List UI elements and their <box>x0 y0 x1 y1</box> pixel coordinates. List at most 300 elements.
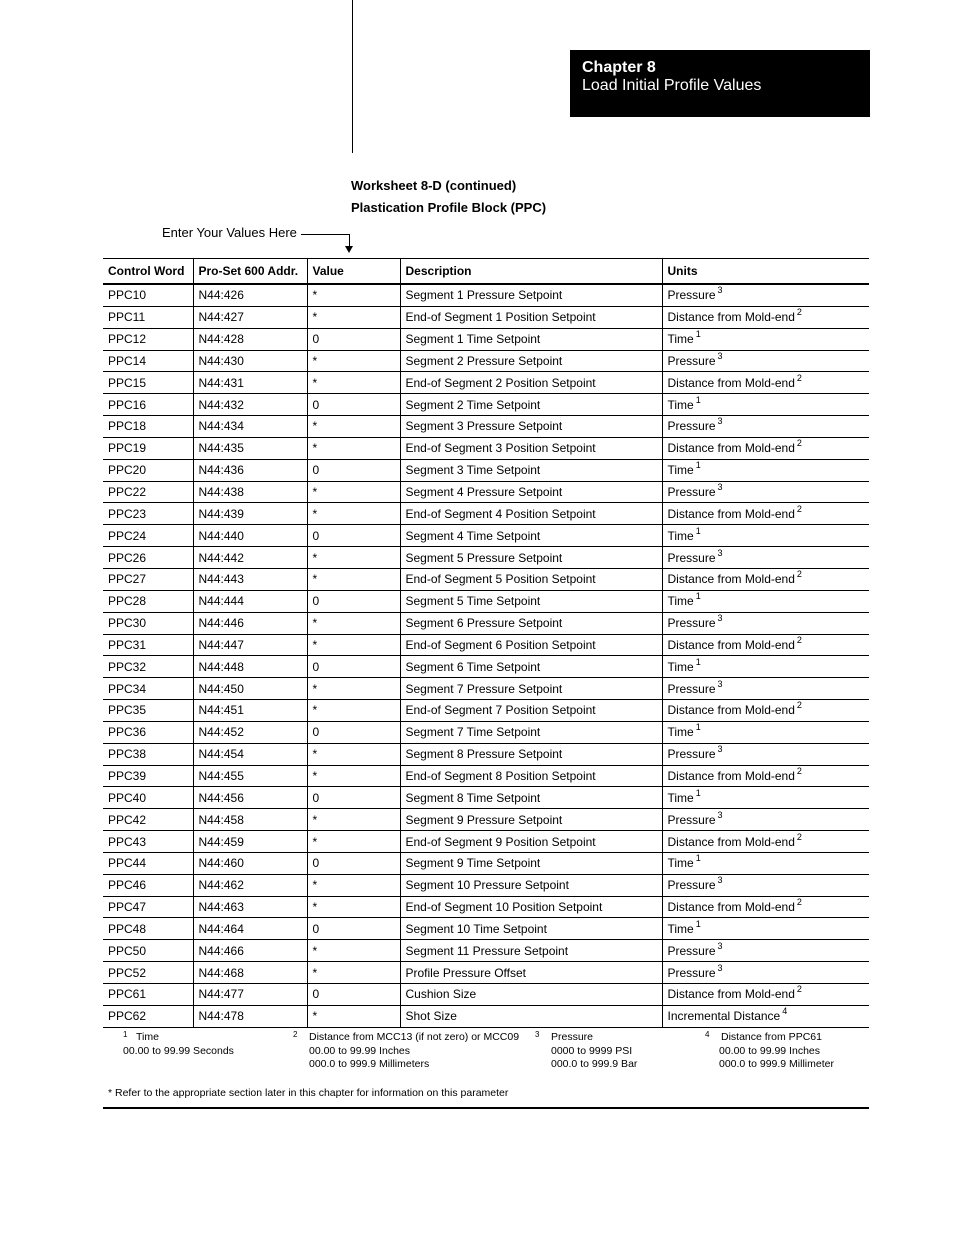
value-cell[interactable] <box>307 940 400 962</box>
footnote-line: Distance from MCC13 (if not zero) or MCC09 <box>309 1031 520 1043</box>
value-text: * <box>312 943 318 958</box>
units-text: Pressure <box>667 681 716 696</box>
units-cell <box>662 416 869 438</box>
address-text: N44:443 <box>198 572 244 587</box>
table-row <box>103 1005 869 1027</box>
control-word-text: PPC26 <box>108 550 147 565</box>
address-text: N44:478 <box>198 1009 244 1024</box>
value-cell[interactable] <box>307 568 400 590</box>
control-word-cell <box>103 590 193 612</box>
description-cell <box>400 743 662 765</box>
units-cell <box>662 940 869 962</box>
control-word-text: PPC61 <box>108 987 147 1002</box>
address-text: N44:451 <box>198 703 244 718</box>
table-row <box>103 481 869 503</box>
value-text: 0 <box>312 659 320 674</box>
table-row <box>103 874 869 896</box>
units-cell <box>662 306 869 328</box>
address-text: N44:477 <box>198 987 244 1002</box>
footnote-ref: 1 <box>695 918 701 929</box>
units-text: Pressure <box>667 616 716 631</box>
description-cell <box>400 984 662 1006</box>
value-cell[interactable] <box>307 743 400 765</box>
table-header-row <box>103 259 869 285</box>
description-text: End-of Segment 1 Position Setpoint <box>405 310 596 325</box>
units-text: Pressure <box>667 943 716 958</box>
units-cell <box>662 787 869 809</box>
address-cell <box>193 394 307 416</box>
value-cell[interactable] <box>307 634 400 656</box>
units-text: Distance from Mold-end <box>667 310 795 325</box>
control-word-cell <box>103 1005 193 1027</box>
value-cell[interactable] <box>307 284 400 306</box>
description-text: End-of Segment 9 Position Setpoint <box>405 834 596 849</box>
address-cell <box>193 612 307 634</box>
control-word-cell <box>103 437 193 459</box>
units-text: Distance from Mold-end <box>667 506 795 521</box>
description-text: Segment 4 Time Setpoint <box>405 528 541 543</box>
control-word-text: PPC24 <box>108 528 147 543</box>
description-text: Segment 11 Pressure Setpoint <box>405 943 569 958</box>
control-word-cell <box>103 503 193 525</box>
description-text: Segment 2 Pressure Setpoint <box>405 353 563 368</box>
units-cell <box>662 634 869 656</box>
description-cell <box>400 372 662 394</box>
value-text: 0 <box>312 725 320 740</box>
value-cell[interactable] <box>307 765 400 787</box>
footnote-line: 00.00 to 99.99 Inches <box>309 1044 410 1057</box>
value-text: 0 <box>312 463 320 478</box>
address-cell <box>193 678 307 700</box>
units-cell <box>662 459 869 481</box>
control-word-text: PPC43 <box>108 834 147 849</box>
footnote-ref: 3 <box>717 416 723 427</box>
value-cell[interactable] <box>307 918 400 940</box>
footnote-line: 00.00 to 99.99 Inches <box>719 1044 820 1057</box>
units-cell <box>662 590 869 612</box>
description-cell <box>400 612 662 634</box>
units-cell <box>662 765 869 787</box>
control-word-text: PPC40 <box>108 790 147 805</box>
units-text: Time <box>667 856 694 871</box>
description-text: End-of Segment 3 Position Setpoint <box>405 441 596 456</box>
description-cell <box>400 700 662 722</box>
description-text: End-of Segment 5 Position Setpoint <box>405 572 596 587</box>
value-text: * <box>312 288 318 303</box>
control-word-text: PPC38 <box>108 747 147 762</box>
control-word-cell <box>103 809 193 831</box>
control-word-cell <box>103 372 193 394</box>
control-word-cell <box>103 962 193 984</box>
address-cell <box>193 940 307 962</box>
description-text: Shot Size <box>405 1009 457 1024</box>
control-word-text: PPC27 <box>108 572 147 587</box>
footnote-2 <box>293 1030 520 1072</box>
control-word-cell <box>103 700 193 722</box>
footnote-4 <box>705 1030 834 1072</box>
footnote-ref: 3 <box>717 962 723 973</box>
address-cell <box>193 743 307 765</box>
units-cell <box>662 874 869 896</box>
address-text: N44:460 <box>198 856 244 871</box>
address-cell <box>193 787 307 809</box>
control-word-cell <box>103 678 193 700</box>
address-cell <box>193 568 307 590</box>
description-cell <box>400 678 662 700</box>
footnote-ref: 3 <box>717 744 723 755</box>
control-word-text: PPC12 <box>108 332 147 347</box>
value-text: * <box>312 812 318 827</box>
control-word-text: PPC46 <box>108 878 147 893</box>
description-text: Segment 8 Time Setpoint <box>405 790 541 805</box>
value-cell[interactable] <box>307 1005 400 1027</box>
arrow-down-icon <box>345 246 353 253</box>
control-word-cell <box>103 743 193 765</box>
footnote-line: Distance from PPC61 <box>721 1031 822 1043</box>
description-cell <box>400 481 662 503</box>
value-text: * <box>312 485 318 500</box>
footnote-ref: 3 <box>717 613 723 624</box>
description-text: End-of Segment 8 Position Setpoint <box>405 768 596 783</box>
value-cell[interactable] <box>307 678 400 700</box>
address-text: N44:468 <box>198 965 244 980</box>
value-cell[interactable] <box>307 394 400 416</box>
units-text: Distance from Mold-end <box>667 441 795 456</box>
control-word-cell <box>103 831 193 853</box>
value-text: 0 <box>312 528 320 543</box>
value-cell[interactable] <box>307 721 400 743</box>
table-row <box>103 547 869 569</box>
description-text: Segment 8 Pressure Setpoint <box>405 747 563 762</box>
control-word-text: PPC10 <box>108 288 147 303</box>
value-text: * <box>312 310 318 325</box>
control-word-cell <box>103 656 193 678</box>
value-cell[interactable] <box>307 700 400 722</box>
description-cell <box>400 416 662 438</box>
value-cell[interactable] <box>307 459 400 481</box>
control-word-cell <box>103 568 193 590</box>
table-row <box>103 809 869 831</box>
value-cell[interactable] <box>307 852 400 874</box>
units-cell <box>662 984 869 1006</box>
units-text: Distance from Mold-end <box>667 375 795 390</box>
control-word-cell <box>103 481 193 503</box>
description-text: Segment 10 Time Setpoint <box>405 921 547 936</box>
units-text: Time <box>667 528 694 543</box>
value-cell[interactable] <box>307 590 400 612</box>
units-text: Pressure <box>667 965 716 980</box>
control-word-text: PPC34 <box>108 681 147 696</box>
address-text: N44:442 <box>198 550 244 565</box>
description-text: Segment 3 Pressure Setpoint <box>405 419 563 434</box>
control-word-cell <box>103 634 193 656</box>
footnote-ref: 4 <box>782 1006 788 1017</box>
value-cell[interactable] <box>307 481 400 503</box>
description-cell <box>400 350 662 372</box>
description-cell <box>400 547 662 569</box>
value-cell[interactable] <box>307 437 400 459</box>
units-text: Time <box>667 332 694 347</box>
control-word-text: PPC20 <box>108 463 147 478</box>
description-cell <box>400 809 662 831</box>
address-text: N44:436 <box>198 463 244 478</box>
footnote-line: Pressure <box>551 1031 594 1043</box>
control-word-cell <box>103 547 193 569</box>
address-text: N44:435 <box>198 441 244 456</box>
table-row <box>103 984 869 1006</box>
address-text: N44:464 <box>198 921 244 936</box>
address-cell <box>193 765 307 787</box>
units-text: Pressure <box>667 419 716 434</box>
control-word-cell <box>103 874 193 896</box>
control-word-cell <box>103 459 193 481</box>
address-text: N44:466 <box>198 943 244 958</box>
units-cell <box>662 700 869 722</box>
footnote-ref: 3 <box>717 482 723 493</box>
control-word-text: PPC28 <box>108 594 147 609</box>
value-text: * <box>312 900 318 915</box>
address-cell <box>193 656 307 678</box>
description-text: Segment 9 Time Setpoint <box>405 856 541 871</box>
description-cell <box>400 503 662 525</box>
table-row <box>103 656 869 678</box>
units-cell <box>662 612 869 634</box>
footnote-ref: 1 <box>695 787 701 798</box>
address-text: N44:438 <box>198 485 244 500</box>
units-cell <box>662 743 869 765</box>
units-cell <box>662 503 869 525</box>
value-cell[interactable] <box>307 350 400 372</box>
value-text: * <box>312 965 318 980</box>
column-header: Description <box>400 259 662 285</box>
table-row <box>103 350 869 372</box>
table-row <box>103 678 869 700</box>
footnote-ref: 1 <box>695 329 701 340</box>
description-cell <box>400 459 662 481</box>
value-text: 0 <box>312 594 320 609</box>
footnote-ref: 3 <box>717 809 723 820</box>
footnote-ref: 2 <box>796 700 802 711</box>
footnote-ref: 2 <box>796 765 802 776</box>
description-text: End-of Segment 6 Position Setpoint <box>405 637 596 652</box>
footnote-ref: 1 <box>695 853 701 864</box>
footnote-line: 000.0 to 999.9 Millimeter <box>719 1058 834 1070</box>
address-cell <box>193 852 307 874</box>
control-word-text: PPC22 <box>108 485 147 500</box>
units-text: Time <box>667 463 694 478</box>
control-word-text: PPC36 <box>108 725 147 740</box>
footnote-line: Time <box>136 1031 159 1043</box>
table-row <box>103 918 869 940</box>
margin-rule <box>352 0 353 153</box>
units-text: Pressure <box>667 288 716 303</box>
units-cell <box>662 678 869 700</box>
footnote-number: 1 <box>123 1030 128 1039</box>
footnote-line: 000.0 to 999.9 Bar <box>551 1058 638 1070</box>
footnote-ref: 2 <box>796 372 802 383</box>
worksheet-subtitle: Plastication Profile Block (PPC) <box>351 200 547 215</box>
address-text: N44:444 <box>198 594 244 609</box>
address-cell <box>193 328 307 350</box>
footnote-ref: 2 <box>796 503 802 514</box>
control-word-text: PPC14 <box>108 353 147 368</box>
table-row <box>103 568 869 590</box>
value-text: * <box>312 572 318 587</box>
footnote-ref: 2 <box>796 634 802 645</box>
description-cell <box>400 437 662 459</box>
control-word-cell <box>103 787 193 809</box>
description-text: Segment 6 Time Setpoint <box>405 659 541 674</box>
value-cell[interactable] <box>307 328 400 350</box>
description-cell <box>400 787 662 809</box>
value-text: * <box>312 834 318 849</box>
units-text: Incremental Distance <box>667 1009 781 1024</box>
column-header: Control Word <box>103 259 193 285</box>
address-text: N44:434 <box>198 419 244 434</box>
units-text: Pressure <box>667 747 716 762</box>
pointer-arrow-line <box>301 234 350 235</box>
control-word-text: PPC52 <box>108 965 147 980</box>
control-word-text: PPC35 <box>108 703 147 718</box>
address-cell <box>193 416 307 438</box>
value-cell[interactable] <box>307 809 400 831</box>
control-word-cell <box>103 940 193 962</box>
value-text: * <box>312 419 318 434</box>
value-cell[interactable] <box>307 612 400 634</box>
address-cell <box>193 525 307 547</box>
address-cell <box>193 437 307 459</box>
value-text: 0 <box>312 856 320 871</box>
units-cell <box>662 328 869 350</box>
value-cell[interactable] <box>307 787 400 809</box>
footnote-ref: 2 <box>796 438 802 449</box>
units-text: Distance from Mold-end <box>667 572 795 587</box>
units-text: Time <box>667 659 694 674</box>
table-row <box>103 962 869 984</box>
description-text: End-of Segment 7 Position Setpoint <box>405 703 596 718</box>
value-cell[interactable] <box>307 503 400 525</box>
description-cell <box>400 525 662 547</box>
value-cell[interactable] <box>307 984 400 1006</box>
value-cell[interactable] <box>307 416 400 438</box>
address-cell <box>193 700 307 722</box>
footnote-ref: 2 <box>796 307 802 318</box>
address-text: N44:440 <box>198 528 244 543</box>
control-word-cell <box>103 416 193 438</box>
footnote-1 <box>123 1031 234 1058</box>
description-cell <box>400 284 662 306</box>
units-text: Pressure <box>667 878 716 893</box>
table-row <box>103 416 869 438</box>
value-text: 0 <box>312 397 320 412</box>
address-text: N44:427 <box>198 310 244 325</box>
address-text: N44:450 <box>198 681 244 696</box>
pointer-label: Enter Your Values Here <box>162 225 297 240</box>
address-cell <box>193 962 307 984</box>
description-cell <box>400 394 662 416</box>
description-text: Segment 5 Time Setpoint <box>405 594 541 609</box>
units-cell <box>662 852 869 874</box>
footnote-ref: 2 <box>796 831 802 842</box>
footnote-ref: 2 <box>796 897 802 908</box>
table-row <box>103 590 869 612</box>
units-cell <box>662 656 869 678</box>
footnote-ref: 1 <box>695 656 701 667</box>
value-cell[interactable] <box>307 372 400 394</box>
address-text: N44:430 <box>198 353 244 368</box>
address-text: N44:459 <box>198 834 244 849</box>
value-cell[interactable] <box>307 656 400 678</box>
value-cell[interactable] <box>307 831 400 853</box>
description-cell <box>400 1005 662 1027</box>
address-text: N44:439 <box>198 506 244 521</box>
address-text: N44:428 <box>198 332 244 347</box>
control-word-text: PPC16 <box>108 397 147 412</box>
table-row <box>103 743 869 765</box>
value-text: 0 <box>312 987 320 1002</box>
units-cell <box>662 481 869 503</box>
control-word-text: PPC23 <box>108 506 147 521</box>
table-row <box>103 525 869 547</box>
units-text: Time <box>667 397 694 412</box>
chapter-number: Chapter 8 <box>582 59 656 76</box>
table-row <box>103 700 869 722</box>
address-text: N44:455 <box>198 768 244 783</box>
table-row <box>103 394 869 416</box>
control-word-text: PPC11 <box>108 310 146 325</box>
units-cell <box>662 284 869 306</box>
units-cell <box>662 809 869 831</box>
description-text: Segment 1 Time Setpoint <box>405 332 541 347</box>
description-text: Profile Pressure Offset <box>405 965 526 980</box>
description-cell <box>400 765 662 787</box>
value-text: * <box>312 1009 318 1024</box>
value-cell[interactable] <box>307 874 400 896</box>
value-cell[interactable] <box>307 896 400 918</box>
control-word-text: PPC44 <box>108 856 147 871</box>
description-text: Segment 7 Pressure Setpoint <box>405 681 563 696</box>
value-cell[interactable] <box>307 962 400 984</box>
control-word-cell <box>103 721 193 743</box>
units-text: Time <box>667 790 694 805</box>
control-word-text: PPC18 <box>108 419 147 434</box>
value-text: * <box>312 375 318 390</box>
control-word-text: PPC39 <box>108 768 147 783</box>
address-text: N44:432 <box>198 397 244 412</box>
table-row <box>103 896 869 918</box>
description-text: Segment 4 Pressure Setpoint <box>405 485 563 500</box>
value-cell[interactable] <box>307 525 400 547</box>
units-text: Time <box>667 725 694 740</box>
units-text: Pressure <box>667 485 716 500</box>
address-text: N44:462 <box>198 878 244 893</box>
footnote-ref: 3 <box>717 875 723 886</box>
worksheet-table <box>103 258 869 1028</box>
control-word-text: PPC47 <box>108 900 147 915</box>
value-cell[interactable] <box>307 547 400 569</box>
value-text: * <box>312 747 318 762</box>
value-cell[interactable] <box>307 306 400 328</box>
description-text: Segment 3 Time Setpoint <box>405 463 541 478</box>
units-text: Distance from Mold-end <box>667 834 795 849</box>
control-word-cell <box>103 328 193 350</box>
units-cell <box>662 372 869 394</box>
value-text: * <box>312 637 318 652</box>
value-text: * <box>312 681 318 696</box>
control-word-cell <box>103 612 193 634</box>
address-text: N44:448 <box>198 659 244 674</box>
units-text: Distance from Mold-end <box>667 637 795 652</box>
